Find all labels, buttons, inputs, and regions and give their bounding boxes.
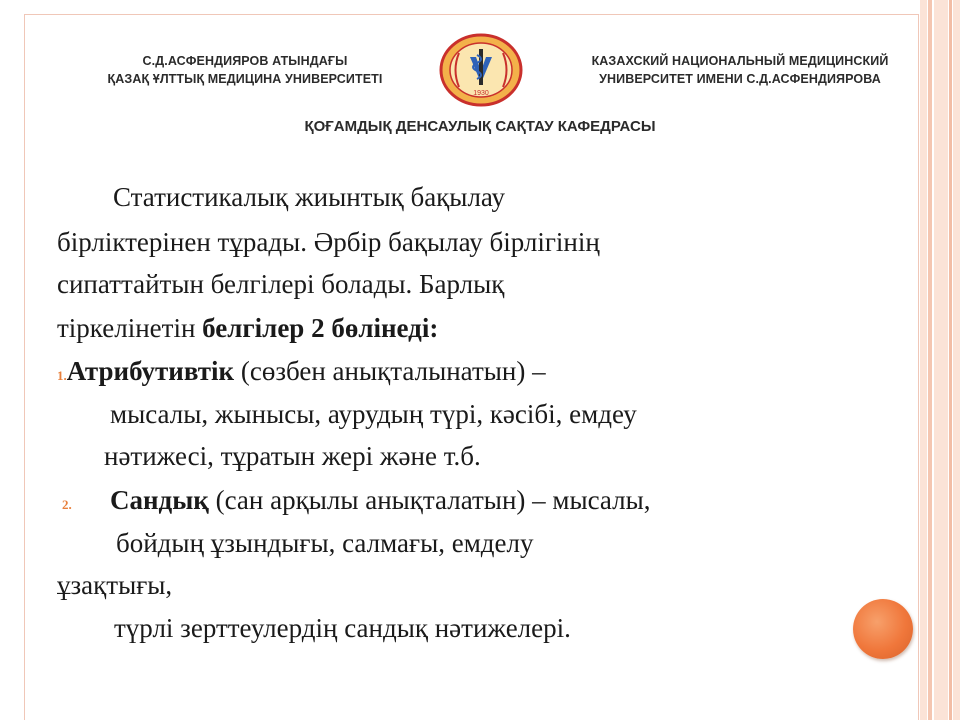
intro-line-4 — [57, 312, 438, 344]
university-name-kazakh-line2: ҚАЗАҚ ҰЛТТЫҚ МЕДИЦИНА УНИВЕРСИТЕТІ — [107, 72, 383, 86]
university-name-russian-line1: КАЗАХСКИЙ НАЦИОНАЛЬНЫЙ МЕДИЦИНСКИЙ — [591, 54, 889, 68]
numeric-example-line-2: ұзақтығы, — [57, 570, 173, 600]
list-item-attributive — [57, 355, 546, 392]
list-number-2: 2. — [62, 497, 72, 512]
logo-year: 1930 — [473, 90, 489, 97]
term-numeric: Сандық — [110, 485, 209, 515]
term-attributive: Атрибутивтік — [66, 356, 235, 386]
intro-line-3: сипаттайтын белгілері болады. Барлық — [57, 269, 505, 299]
attributive-definition: (сөзбен анықталынатын) – — [234, 356, 546, 386]
attributive-example-line-2: нәтижесі, тұратын жері және т.б. — [104, 441, 481, 471]
intro-line-4-text: тіркелінетін — [57, 313, 203, 343]
numeric-example-line-1: бойдың ұзындығы, салмағы, емделу — [116, 528, 534, 558]
intro-line-1: Статистикалық жиынтық бақылау — [113, 182, 506, 212]
attributive-example-line-1: мысалы, жынысы, аурудың түрі, кәсібі, емдеу — [110, 399, 637, 429]
list-number-1: 1. — [57, 368, 67, 383]
decorative-orange-circle — [853, 599, 913, 659]
university-name-kazakh-line1: С.Д.АСФЕНДИЯРОВ АТЫНДАҒЫ — [142, 54, 348, 68]
numeric-definition: (сан арқылы анықталатын) – мысалы, — [208, 485, 651, 515]
numeric-example-line-3: түрлі зерттеулердің сандық нәтижелері. — [114, 613, 571, 643]
intro-line-4-emphasis: белгілер 2 бөлінеді: — [202, 313, 439, 343]
university-name-russian-line2: УНИВЕРСИТЕТ ИМЕНИ С.Д.АСФЕНДИЯРОВА — [599, 72, 881, 86]
department-title: ҚОҒАМДЫҚ ДЕНСАУЛЫҚ САҚТАУ КАФЕДРАСЫ — [304, 118, 656, 135]
list-item-numeric — [62, 484, 651, 521]
intro-line-2: бірліктерінен тұрады. Әрбір бақылау бірлігінің — [57, 227, 600, 257]
